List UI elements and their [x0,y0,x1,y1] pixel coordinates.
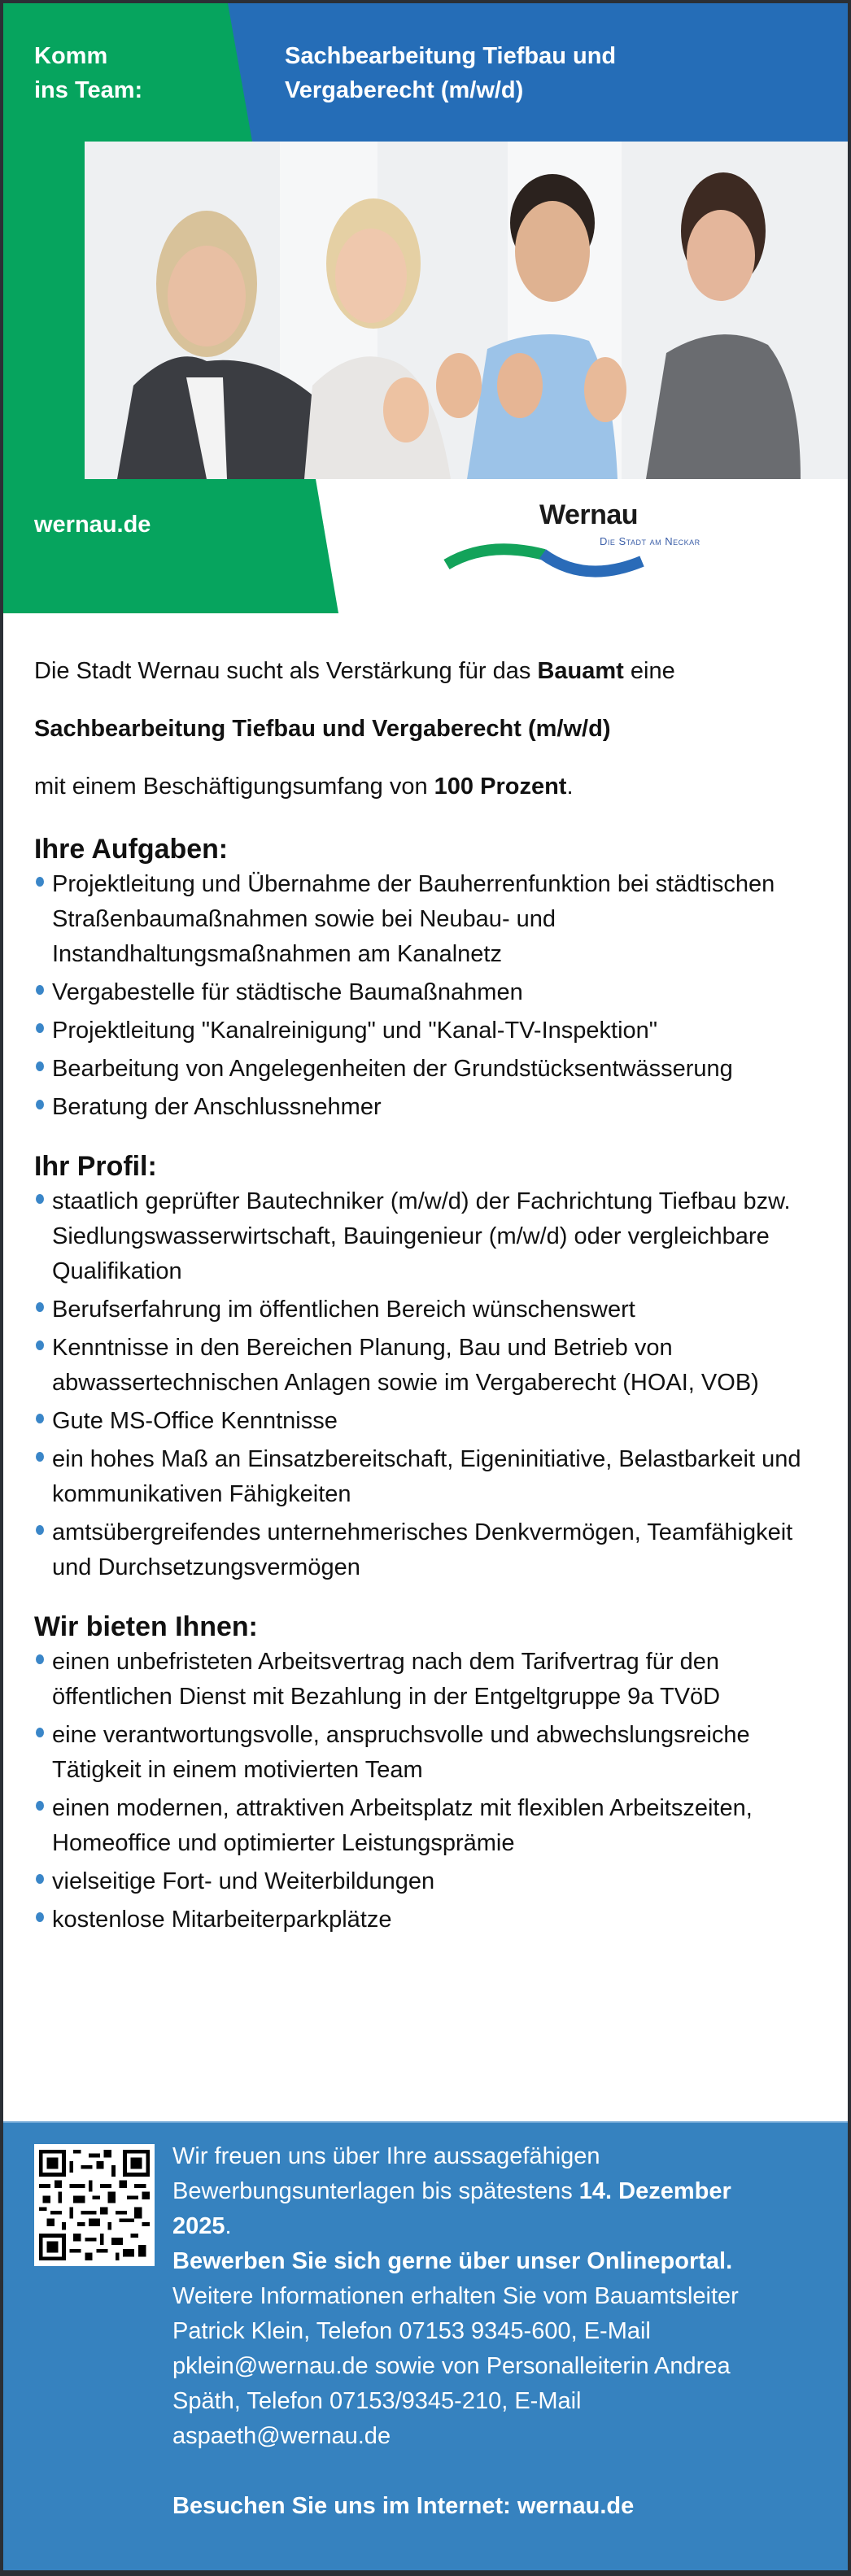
tasks-list [34,867,815,1125]
job-title-line-2: Vergaberecht (m/w/d) [285,77,524,103]
visit-website [172,2489,791,2524]
section-title-benefits: Wir bieten Ihnen: [34,1611,258,1642]
position-title [34,712,815,747]
intro-text-end: eine [623,658,675,684]
scope-value: 100 Prozent [434,774,567,800]
list-item: vielseitige Fort- und Weiterbildungen [34,1864,815,1899]
department-name: Bauamt [537,658,624,684]
scope-text: mit einem Beschäftigungsumfang von [34,774,434,800]
kicker-line-2: ins Team: [34,77,143,103]
scope-text-end: . [566,774,574,800]
benefits-list [34,1645,815,1937]
logo-wordmark: Wernau [539,499,639,530]
list-item: Bearbeitung von Angelegenheiten der Grundstücksentwässerung [34,1052,815,1087]
list-item: amtsübergreifendes unternehmerisches Denkvermögen, Teamfähigkeit und Durchsetzungsvermögen [34,1515,815,1585]
profile-list [34,1184,815,1585]
apply-cta[interactable] [172,2244,791,2279]
section-title-profile: Ihr Profil: [34,1151,157,1182]
application-footer [3,2121,848,2570]
green-side-strip [3,142,88,479]
team-photo-illustration [85,142,848,479]
list-item: Kenntnisse in den Bereichen Planung, Bau und Betrieb von abwassertechnischen Anlagen sowie im Vergaberecht (HOAI, VOB) [34,1331,815,1401]
job-ad-page [3,3,848,2570]
header-job-title [285,39,805,107]
list-item: einen unbefristeten Arbeitsvertrag nach dem Tarifvertrag für den öffentlichen Dienst mit Bezahlung in der Entgeltgruppe 9a TVöD [34,1645,815,1715]
website-link[interactable]: wernau.de [34,512,151,538]
list-item: einen modernen, attraktiven Arbeitsplatz mit flexiblen Arbeitszeiten, Homeoffice und optimierter Leistungsprämie [34,1791,815,1861]
list-item: staatlich geprüfter Bautechniker (m/w/d) der Fachrichtung Tiefbau bzw. Siedlungswasserwirtschaft, Bauingenieur (m/w/d) oder vergleichbare Qualifikation [34,1184,815,1289]
list-item: Beratung der Anschlussnehmer [34,1090,815,1125]
employment-scope [34,769,815,804]
intro-text: Die Stadt Wernau sucht als Verstärkung für das [34,658,538,684]
footer-website-link[interactable]: wernau.de [517,2493,635,2519]
position-title-text: Sachbearbeitung Tiefbau und Vergaberecht (m/w/d) [34,716,611,742]
header-kicker [34,39,213,107]
kicker-line-1: Komm [34,43,108,69]
section-title-tasks: Ihre Aufgaben: [34,834,229,865]
list-item: Projektleitung "Kanalreinigung" und "Kanal-TV-Inspektion" [34,1013,815,1048]
job-description [34,654,815,1962]
deadline-text-end: . [225,2213,232,2239]
email-link-pklein[interactable]: pklein@wernau.de [172,2353,369,2379]
email-link-aspaeth[interactable]: aspaeth@wernau.de [172,2423,391,2449]
list-item: Berufserfahrung im öffentlichen Bereich wünschenswert [34,1292,815,1327]
wernau-logo [439,499,731,589]
brand-green-panel [3,479,345,613]
job-title-line-1: Sachbearbeitung Tiefbau und [285,43,617,69]
contact-text-mid: sowie von Personalleiterin Andrea Späth, Telefon 07153/9345-210, E-Mail [172,2353,731,2414]
list-item: Gute MS-Office Kenntnisse [34,1404,815,1439]
list-item: Vergabestelle für städtische Baumaßnahmen [34,975,815,1010]
qr-code-icon [39,2149,150,2261]
deadline-paragraph [172,2139,791,2244]
header-band [3,3,848,142]
application-deadline: 14. Dezember 2025 [172,2178,731,2239]
list-item: ein hohes Maß an Einsatzbereitschaft, Eigeninitiative, Belastbarkeit und kommunikativen Fähigkeiten [34,1442,815,1512]
list-item: eine verantwortungsvolle, anspruchsvolle und abwechslungsreiche Tätigkeit in einem motivierten Team [34,1718,815,1788]
intro-sentence [34,654,815,689]
contact-paragraph [172,2279,791,2454]
visit-text: Besuchen Sie uns im Internet: [172,2493,517,2519]
team-photo [85,142,848,479]
logo-tagline: Die Stadt am Neckar [600,535,700,547]
contact-text: Weitere Informationen erhalten Sie vom Bauamtsleiter Patrick Klein, Telefon 07153 9345-600, E-Mail [172,2283,739,2344]
deadline-text: Wir freuen uns über Ihre aussagefähigen Bewerbungsunterlagen bis spätestens [172,2143,600,2204]
application-info [172,2139,791,2524]
list-item: kostenlose Mitarbeiterparkplätze [34,1903,815,1937]
qr-code[interactable] [34,2144,155,2266]
list-item: Projektleitung und Übernahme der Bauherrenfunktion bei städtischen Straßenbaumaßnahmen sowie bei Neubau- und Instandhaltungsmaßnahmen am Kanalnetz [34,867,815,972]
online-portal-link[interactable]: Bewerben Sie sich gerne über unser Onlineportal. [172,2248,733,2274]
river-wave-icon [439,524,650,589]
